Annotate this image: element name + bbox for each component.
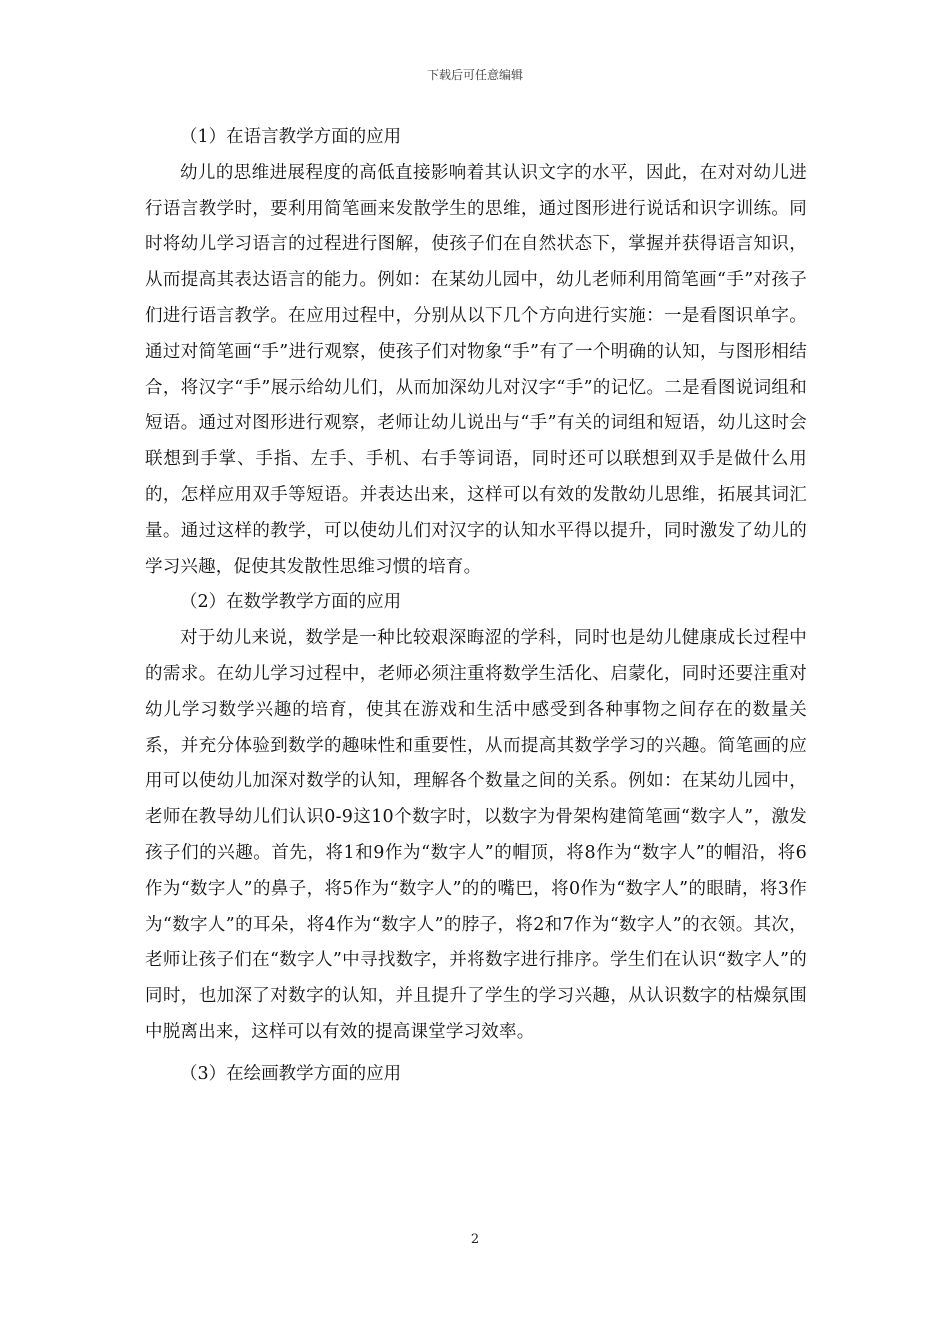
document-body xyxy=(145,120,807,1093)
page-number: 2 xyxy=(470,1232,480,1247)
section-heading-language: （1）在语言教学方面的应用 xyxy=(180,127,402,147)
section-heading-drawing: （3）在绘画教学方面的应用 xyxy=(180,1063,402,1084)
page-header: 下载后可任意编辑 xyxy=(426,68,523,82)
section-paragraph-language: 幼儿的思维进展程度的高低直接影响着其认识文字的水平，因此，在对对幼儿进行语言教学时，要利用简笔画来发散学生的思维，通过图形进行说话和识字训练。同时将幼儿学习语言的过程进行图解，使孩子们在自然状态下，掌握并获得语言知识，从而提高其表达语言的能力。例如：在某幼儿园中，幼儿老师利用简笔画“手”对孩子们进行语言教学。在应用过程中，分别从以下几个方向进行实施：一是看图识单字。通过对简笔画“手”进行观察，使孩子们对物象“手”有了一个明确的认知，与图形相结合，将汉字“手”展示给幼儿们，从而加深幼儿对汉字“手”的记忆。二是看图说词组和短语。通过对图形进行观察，老师让幼儿说出与“手”有关的词组和短语，幼儿这时会联想到手掌、手指、左手、手机、右手等词语，同时还可以联想到双手是做什么用的，怎样应用双手等短语。并表达出来，这样可以有效的发散幼儿思维，拓展其词汇量。通过这样的教学，可以使幼儿们对汉字的认知水平得以提升，同时激发了幼儿的学习兴趣，促使其发散性思维习惯的培育。 xyxy=(145,162,807,577)
section-paragraph-math: 对于幼儿来说，数学是一种比较艰深晦涩的学科，同时也是幼儿健康成长过程中的需求。在幼儿学习过程中，老师必须注重将数学生活化、启蒙化，同时还要注重对幼儿学习数学兴趣的培育，使其在游戏和生活中感受到各种事物之间存在的数量关系，并充分体验到数学的趣味性和重要性，从而提高其数学学习的兴趣。简笔画的应用可以使幼儿加深对数学的认知，理解各个数量之间的关系。例如：在某幼儿园中，老师在教导幼儿们认识0-9这10个数字时，以数字为骨架构建简笔画“数字人”，激发孩子们的兴趣。首先，将1和9作为“数字人”的帽顶，将8作为“数字人”的帽沿，将6作为“数字人”的鼻子，将5作为“数字人”的的嘴巴，将0作为“数字人”的眼睛，将3作为“数字人”的耳朵，将4作为“数字人”的脖子，将2和7作为“数字人”的衣领。其次，老师让孩子们在“数字人”中寻找数字，并将数字进行排序。学生们在认识“数字人”的同时，也加深了对数字的认知，并且提升了学生的学习兴趣，从认识数字的枯燥氛围中脱离出来，这样可以有效的提高课堂学习效率。 xyxy=(145,628,807,1042)
section-heading-math: （2）在数学教学方面的应用 xyxy=(180,592,402,613)
